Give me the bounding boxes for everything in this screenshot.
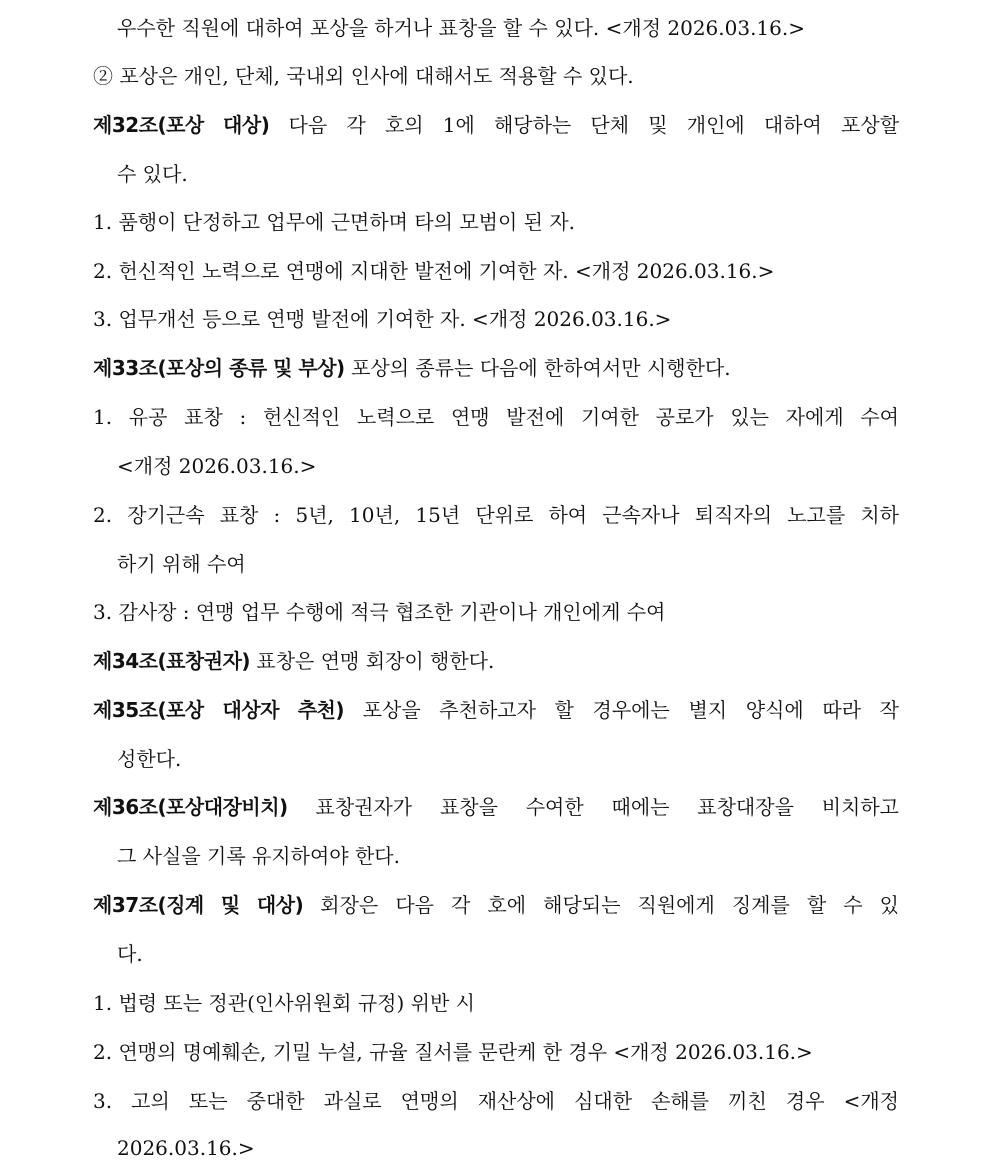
article-35-text: 포상을 추천하고자 할 경우에는 별지 양식에 따라 작 (362, 698, 899, 722)
article-33-item-3: 3. 감사장 : 연맹 업무 수행에 적극 협조한 기관이나 개인에게 수여 (93, 600, 666, 624)
article-37-title: 제37조(징계 및 대상) (93, 893, 304, 917)
article-35-continuation: 성한다. (117, 747, 182, 771)
article-35-heading (93, 696, 899, 724)
article-33-item-2-continuation: 하기 위해 수여 (117, 552, 246, 576)
article-32-item-3: 3. 업무개선 등으로 연맹 발전에 기여한 자. <개정 2026.03.16.> (93, 307, 672, 331)
article-34-heading (93, 647, 899, 675)
intro-line-2: ② 포상은 개인, 단체, 국내외 인사에 대해서도 적용할 수 있다. (93, 64, 634, 88)
article-34-text: 표창은 연맹 회장이 행한다. (256, 649, 495, 673)
article-37-heading (93, 891, 899, 919)
article-36-continuation: 그 사실을 기록 유지하여야 한다. (117, 844, 400, 868)
article-37-item-2: 2. 연맹의 명예훼손, 기밀 누설, 규율 질서를 문란케 한 경우 <개정 2026.03.16.> (93, 1040, 813, 1064)
article-32-item-1: 1. 품행이 단정하고 업무에 근면하며 타의 모범이 된 자. (93, 210, 576, 234)
article-36-title: 제36조(포상대장비치) (93, 795, 288, 819)
article-32-title: 제32조(포상 대상) (93, 113, 270, 137)
article-32-heading (93, 111, 899, 139)
article-33-title: 제33조(포상의 종류 및 부상) (93, 356, 345, 380)
article-34-title: 제34조(표창권자) (93, 649, 251, 673)
article-33-heading (93, 354, 899, 382)
article-37-item-3-continuation: 2026.03.16.> (117, 1136, 255, 1160)
article-35-title: 제35조(포상 대상자 추천) (93, 698, 345, 722)
article-37-text: 회장은 다음 각 호에 해당되는 직원에게 징계를 할 수 있 (320, 893, 899, 917)
article-32-text: 다음 각 호의 1에 해당하는 단체 및 개인에 대하여 포상할 (288, 113, 899, 137)
article-37-continuation: 다. (117, 942, 143, 966)
article-32-continuation: 수 있다. (117, 162, 188, 186)
article-33-item-1-continuation: <개정 2026.03.16.> (117, 454, 317, 478)
intro-line-1: 우수한 직원에 대하여 포상을 하거나 표창을 할 수 있다. <개정 2026.03.16.> (117, 16, 805, 40)
article-37-item-1: 1. 법령 또는 정관(인사위원회 규정) 위반 시 (93, 991, 475, 1015)
article-36-heading (93, 793, 899, 821)
article-32-item-2: 2. 헌신적인 노력으로 연맹에 지대한 발전에 기여한 자. <개정 2026.03.16.> (93, 259, 775, 283)
article-33-item-2: 2. 장기근속 표창 : 5년, 10년, 15년 단위로 하여 근속자나 퇴직자의 노고를 치하 (93, 503, 899, 527)
article-36-text: 표창권자가 표창을 수여한 때에는 표창대장을 비치하고 (315, 795, 899, 819)
article-33-text: 포상의 종류는 다음에 한하여서만 시행한다. (351, 356, 731, 380)
article-37-item-3: 3. 고의 또는 중대한 과실로 연맹의 재산상에 심대한 손해를 끼친 경우 <개정 (93, 1089, 899, 1113)
article-33-item-1: 1. 유공 표창 : 헌신적인 노력으로 연맹 발전에 기여한 공로가 있는 자에게 수여 (93, 405, 899, 429)
